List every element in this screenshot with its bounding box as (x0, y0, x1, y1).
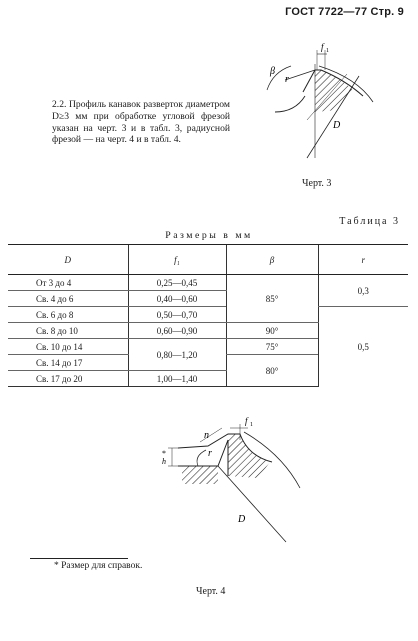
f-label: f (245, 416, 248, 426)
row-f1: 1,00—1,40 (128, 371, 226, 387)
dimensions-table (8, 244, 408, 387)
figure-3-drawing (245, 40, 375, 160)
d-label: D (333, 120, 341, 131)
r-label: r (208, 448, 212, 459)
row-range: Св. 10 до 14 (8, 339, 128, 355)
r-cell: 0,5 (318, 307, 408, 387)
h-label: h (162, 457, 166, 466)
row-range: Св. 6 до 8 (8, 307, 128, 323)
table-units: Размеры в мм (165, 230, 253, 241)
header-d: D (8, 245, 128, 275)
row-range: От 3 до 4 (8, 275, 128, 291)
f-sub-label: 1 (326, 48, 329, 54)
header-beta: β (226, 245, 318, 275)
beta-cell: 75° (226, 339, 318, 355)
r-cell: 0,3 (318, 275, 408, 307)
row-range: Св. 14 до 17 (8, 355, 128, 371)
row-f1: 0,60—0,90 (128, 323, 226, 339)
row-range: Св. 17 до 20 (8, 371, 128, 387)
footnote: * Размер для справок. (54, 561, 143, 571)
star-label: * (162, 449, 166, 458)
beta-label: β (270, 66, 275, 77)
f-label: f (321, 42, 324, 52)
table-header-row (8, 245, 408, 275)
figure-4-drawing (160, 410, 310, 550)
row-f1: 0,50—0,70 (128, 307, 226, 323)
beta-cell: 90° (226, 323, 318, 339)
row-f1: 0,80—1,20 (128, 339, 226, 371)
page-header: ГОСТ 7722—77 Стр. 9 (285, 6, 404, 18)
row-range: Св. 8 до 10 (8, 323, 128, 339)
footnote-divider (30, 558, 128, 559)
row-range: Св. 4 до 6 (8, 291, 128, 307)
n-label: n (204, 430, 209, 441)
row-f1: 0,40—0,60 (128, 291, 226, 307)
d-label: D (238, 514, 246, 525)
table-row (8, 275, 408, 291)
table-title: Таблица 3 (339, 216, 400, 227)
table-row (8, 307, 408, 323)
hatched-body (182, 466, 218, 484)
figure-3-caption: Черт. 3 (302, 178, 332, 189)
r-label: r (285, 74, 289, 85)
row-f1: 0,25—0,45 (128, 275, 226, 291)
hatched-tooth (228, 434, 270, 478)
header-r: r (318, 245, 408, 275)
f-sub-label: 1 (250, 422, 253, 428)
figure-4-caption: Черт. 4 (196, 586, 226, 597)
beta-cell: 85° (226, 275, 318, 323)
header-f1: f₁ (128, 245, 226, 275)
section-paragraph: 2.2. Профиль канавок разверток диаметром D≥3 мм при обработке угловой фрезой указан на черт. 3 и в табл. 3, радиусной фрезой — на черт. 4 и в табл. 4. (52, 99, 230, 146)
beta-cell: 80° (226, 355, 318, 387)
